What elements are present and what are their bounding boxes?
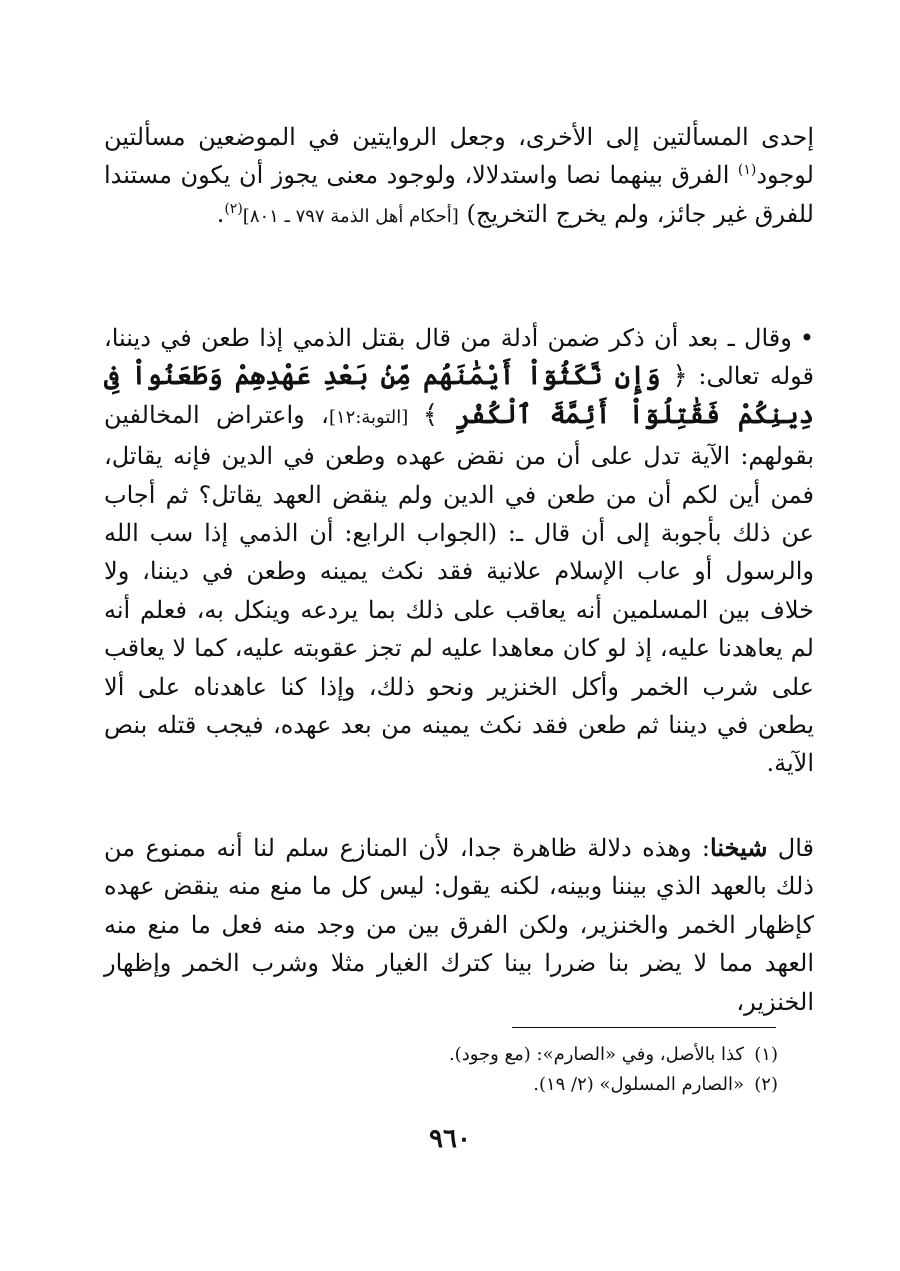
paragraph-continuation [104,118,814,236]
paragraph-1-part-a: إحدى المسألتين إلى الأخرى، وجعل الروايتين في الموضعين مسألتين لوجود [104,123,814,190]
ornate-bracket-open-icon: ﴿ [672,361,688,392]
paragraph-1-text [104,118,814,236]
footnote-divider [512,1027,776,1028]
bullet-icon: • [799,324,814,352]
paragraph-3-text [104,829,814,1021]
paragraph-2-body: ، واعتراض المخالفين بقولهم: الآية تدل على أن من نقض عهده وطعن في الدين فإنه يقاتل، فمن أين لكم أن من طعن في الدين ولم ينقض العهد يقاتل؟ ثم أجاب عن ذلك بأجوبة إلى أن قال ـ: (الجواب الرابع: أن الذمي إذا سب الله والرسول أو عاب الإسلام علانية فقد نكث يمينه وطعن في ديننا، ولا خلاف بين المسلمين أنه يعاقب على ذلك بما يردعه وينكل به، فعلم أنه لم يعاهدنا عليه، إذ لو كان معاهدا عليه لم تجز عقوبته عليه، كما لا يعاقب على شرب الخمر وأكل الخنزير ونحو ذلك، وإذا كنا عاهدناه على ألا يطعن في ديننا ثم طعن فقد نكث يمينه من بعد عهده، فيجب قتله بنص الآية. [104,400,814,778]
ornate-bracket-close-icon: ﴾ [422,399,439,430]
footnote-2 [300,1070,778,1100]
footnote-marker-1: (١) [737,162,757,179]
footnote-number: (١) [754,1044,778,1065]
footnotes [300,1040,778,1100]
footnote-number: (٢) [754,1074,778,1095]
paragraph-3-lead: قال [767,834,814,862]
quran-verse: وَإِن نَّكَثُوٓاْ أَيْمَٰنَهُم مِّنۢ بَعْدِ عَهْدِهِمْ وَطَعَنُواْ فِى دِينِكُمْ فَقَٰتِلُوٓاْ أَئِمَّةَ ٱلْكُفْرِ [104,361,815,430]
footnote-text: كذا بالأصل، وفي «الصارم»: (مع وجود). [448,1044,744,1065]
footnote-text: «الصارم المسلول» (٢/ ١٩). [533,1074,744,1095]
paragraph-1-part-b: الفرق بينهما نصا واستدلالا، ولوجود معنى يجوز أن يكون مستندا للفرق غير جائز، ولم يخرج التخريج) [104,161,814,228]
footnote-1 [300,1040,778,1070]
paragraph-2-intro: وقال ـ بعد أن ذكر ضمن أدلة من قال بقتل الذمي إذا طعن في ديننا، قوله تعالى: [104,324,815,391]
source-reference: [أحكام أهل الذمة ٧٩٧ ـ ٨٠١] [242,205,459,227]
paragraph-1-end: . [216,199,225,228]
paragraph-3-body: : وهذه دلالة ظاهرة جدا، لأن المنازع سلم لنا أنه ممنوع من ذلك بالعهد الذي بيننا وبينه، لكنه يقول: ليس كل ما منع منه ينقض عهده كإظهار الخمر والخنزير، ولكن الفرق بين من وجد منه فعل ما منع منه العهد مما لا يضر بنا ضررا بينا كترك الغيار مثلا وشرب الخمر وإظهار الخنزير، [104,834,814,1016]
paragraph-quote [104,319,814,783]
sheikh-label: شيخنا [710,833,768,862]
page-number: ٩٦٠ [429,1124,471,1154]
footnote-marker-2: (٢) [224,200,243,217]
verse-reference: [التوبة:١٢] [328,406,423,428]
paragraph-2-text [104,319,814,783]
paragraph-commentary [104,829,814,1021]
